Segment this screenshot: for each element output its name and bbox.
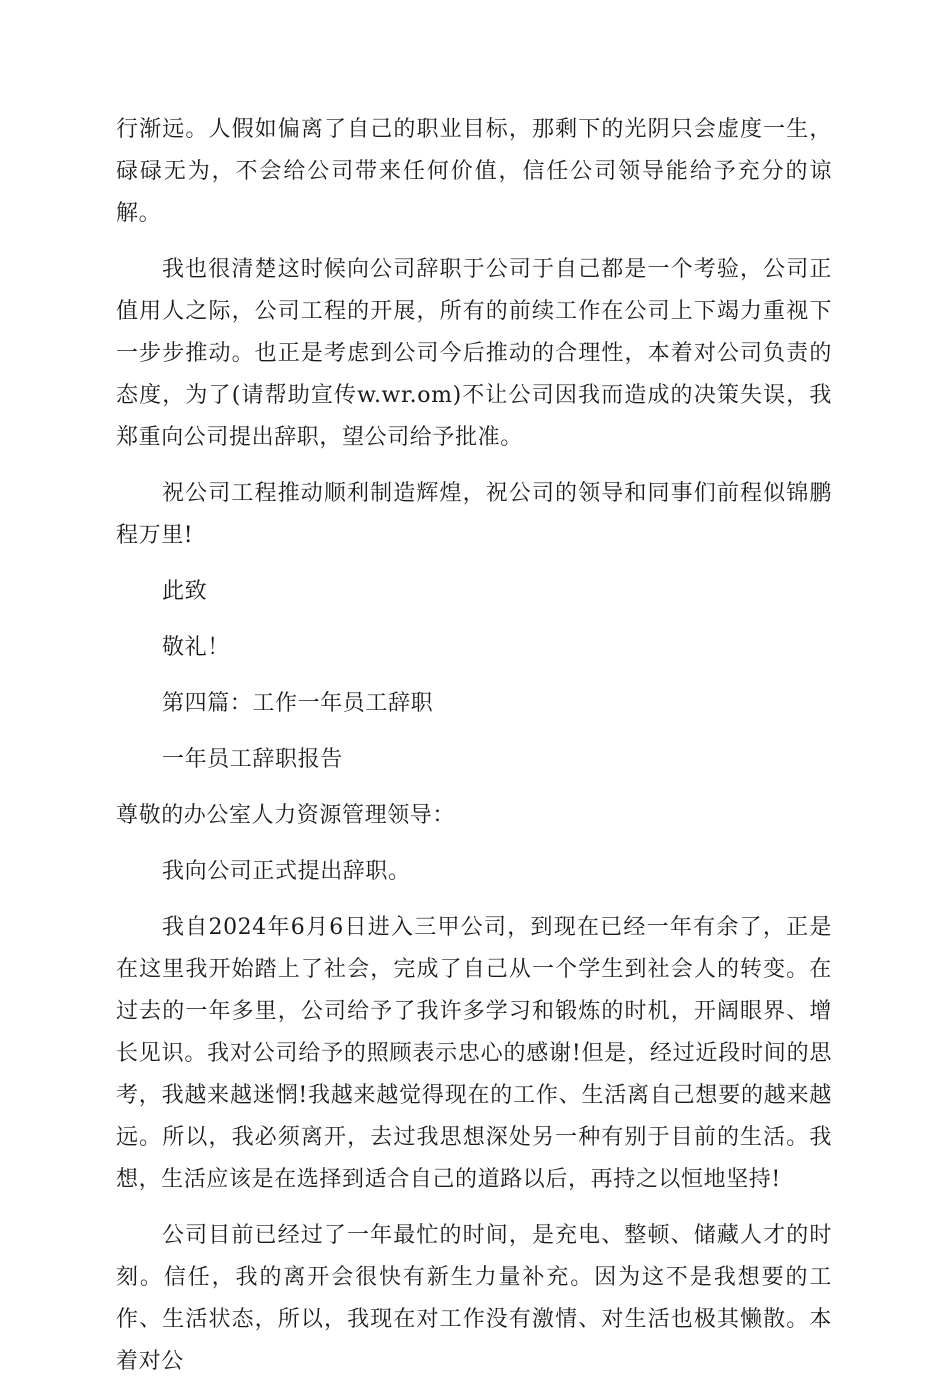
paragraph: 行渐远。人假如偏离了自己的职业目标，那剩下的光阴只会虚度一生，碌碌无为，不会给公司带来任何价值，信任公司领导能给予充分的谅解。 <box>116 117 832 226</box>
document-body <box>116 109 832 1397</box>
salutation-regards: 敬礼！ <box>162 635 230 660</box>
paragraph: 祝公司工程推动顺利制造辉煌，祝公司的领导和同事们前程似锦鹏程万里! <box>116 481 832 548</box>
section-heading: 第四篇：工作一年员工辞职 <box>162 691 434 716</box>
salutation-closing: 此致 <box>162 579 208 604</box>
paragraph: 公司目前已经过了一年最忙的时间，是充电、整顿、储藏人才的时刻。信任，我的离开会很快有新生力量补充。因为这不是我想要的工作、生活状态，所以，我现在对工作没有激情、对生活也极其懒散。本着对公 <box>116 1223 832 1374</box>
paragraph: 我自2024年6月6日进入三甲公司，到现在已经一年有余了，正是在这里我开始踏上了社会，完成了自己从一个学生到社会人的转变。在过去的一年多里，公司给予了我许多学习和锻炼的时机，开阔眼界、增长见识。我对公司给予的照顾表示忠心的感谢!但是，经过近段时间的思考，我越来越迷惘!我越来越觉得现在的工作、生活离自己想要的越来越远。所以，我必须离开，去过我思想深处另一种有别于目前的生活。我想，生活应该是在选择到适合自己的道路以后，再持之以恒地坚持! <box>116 915 832 1192</box>
report-title: 一年员工辞职报告 <box>162 747 343 772</box>
paragraph: 我向公司正式提出辞职。 <box>162 859 411 884</box>
paragraph: 我也很清楚这时候向公司辞职于公司于自己都是一个考验，公司正值用人之际，公司工程的开展，所有的前续工作在公司上下竭力重视下一步步推动。也正是考虑到公司今后推动的合理性，本着对公司负责的态度，为了(请帮助宣传w.wr.om)不让公司因我而造成的决策失误，我郑重向公司提出辞职，望公司给予批准。 <box>116 257 832 450</box>
addressee: 尊敬的办公室人力资源管理领导： <box>116 803 456 828</box>
